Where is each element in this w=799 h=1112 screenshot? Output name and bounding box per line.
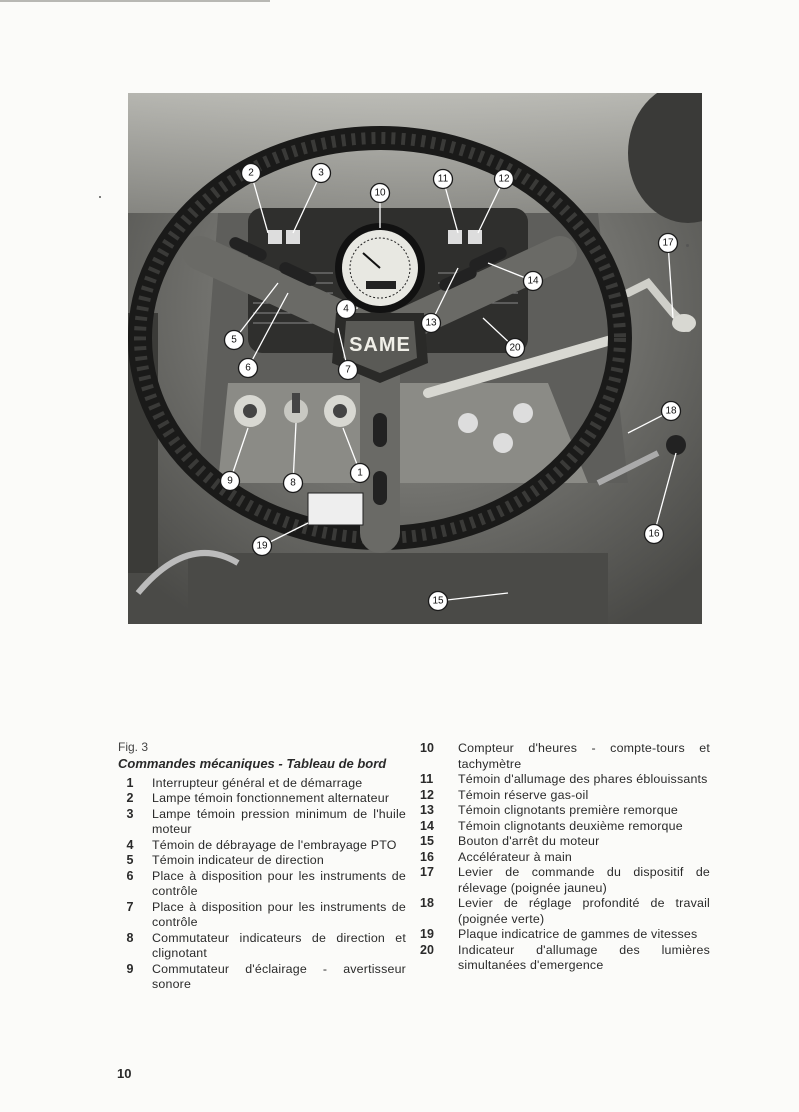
legend-item — [118, 807, 406, 838]
callout-17 — [659, 234, 678, 253]
legend-item-text: Interrupteur général et de démarrage — [152, 775, 363, 790]
figure-title: Commandes mécaniques - Tableau de bord — [118, 755, 387, 771]
legend-item-number: 17 — [420, 865, 434, 879]
legend-item-number: 3 — [126, 806, 134, 821]
callout-number: 16 — [648, 528, 660, 540]
legend-item-number: 13 — [420, 803, 434, 817]
callout-number: 9 — [227, 475, 233, 487]
legend-item — [118, 900, 406, 931]
legend-item-number: 12 — [420, 787, 434, 802]
legend-item — [420, 741, 710, 772]
legend-item-number: 11 — [420, 772, 434, 786]
callout-20 — [506, 339, 525, 358]
callout-19 — [253, 537, 272, 556]
dashboard-photo — [128, 93, 702, 624]
legend-item — [118, 962, 406, 993]
legend-item-number: 10 — [420, 741, 434, 755]
legend-item-text: Place à disposition pour les instruments de contrôle — [152, 899, 406, 929]
legend-item-text: Compteur d'heures - compte-tours et tachymètre — [458, 741, 710, 771]
legend-item-number: 2 — [126, 791, 134, 805]
legend-item — [118, 931, 406, 962]
legend-item-number: 20 — [420, 942, 434, 957]
legend-item-text: Témoin clignotants première remorque — [458, 803, 679, 817]
callout-6 — [239, 359, 258, 378]
print-speck — [686, 244, 689, 247]
dashboard-illustration — [128, 93, 702, 624]
figure-label: Fig. 3 — [118, 740, 149, 754]
legend-left-list — [118, 776, 406, 993]
callout-12 — [495, 170, 514, 189]
callout-5 — [225, 331, 244, 350]
legend-item-text: Lampe témoin pression minimum de l'huile moteur — [152, 806, 406, 836]
print-speck — [99, 196, 101, 198]
legend-item — [420, 865, 710, 896]
callout-3 — [312, 164, 331, 183]
callout-number: 4 — [343, 303, 349, 315]
legend-item-text: Témoin de débrayage de l'embrayage PTO — [152, 837, 397, 852]
callout-14 — [524, 272, 543, 291]
callout-number: 19 — [256, 540, 268, 552]
legend-item-text: Témoin réserve gas-oil — [458, 787, 589, 802]
callout-number: 11 — [437, 173, 449, 185]
top-edge-line — [0, 0, 270, 2]
callout-13 — [422, 314, 441, 333]
legend-item — [420, 772, 710, 788]
legend-item-text: Levier de commande du dispositif de rélevage (poignée jauneu) — [458, 865, 710, 895]
legend-item-number: 18 — [420, 896, 434, 910]
legend-item — [118, 776, 406, 792]
legend-right-list — [420, 741, 710, 974]
legend-item-number: 9 — [126, 961, 134, 976]
legend-item-text: Indicateur d'allumage des lumières simultanées d'emergence — [458, 942, 710, 972]
callout-4 — [337, 300, 356, 319]
legend-item-number: 4 — [126, 837, 134, 852]
legend-item-number: 7 — [126, 899, 134, 914]
callout-11 — [434, 170, 453, 189]
legend-item — [420, 850, 710, 866]
callout-number: 20 — [509, 342, 521, 354]
legend-item — [118, 853, 406, 869]
callout-8 — [284, 474, 303, 493]
legend-item-text: Témoin indicateur de direction — [152, 853, 324, 867]
callout-number: 6 — [245, 362, 251, 374]
legend-item-text: Lampe témoin fonctionnement alternateur — [152, 791, 390, 805]
legend-item — [420, 834, 710, 850]
legend-left-column — [118, 740, 406, 993]
legend-item-text: Place à disposition pour les instruments de contrôle — [152, 868, 406, 898]
callout-number: 5 — [231, 334, 237, 346]
legend-item-number: 19 — [420, 927, 434, 941]
callout-1 — [351, 464, 370, 483]
callout-number: 14 — [527, 275, 539, 287]
legend-item — [118, 869, 406, 900]
legend-item-text: Témoin d'allumage des phares éblouissants — [458, 772, 708, 786]
legend-right-column — [420, 741, 710, 974]
legend-item — [420, 896, 710, 927]
legend-item-number: 1 — [126, 775, 134, 790]
legend-item-number: 8 — [126, 930, 134, 945]
callout-number: 2 — [248, 167, 254, 179]
callout-10 — [371, 184, 390, 203]
callout-number: 15 — [432, 595, 444, 607]
callout-number: 10 — [374, 187, 386, 199]
callout-number: 8 — [290, 477, 296, 489]
legend-item-text: Commutateur indicateurs de direction et clignotant — [152, 930, 406, 960]
callout-18 — [662, 402, 681, 421]
legend-item-text: Accélérateur à main — [458, 849, 572, 864]
callout-number: 1 — [357, 467, 363, 479]
legend-item — [118, 838, 406, 854]
same-logo: SAME — [349, 334, 411, 356]
legend-item-number: 14 — [420, 818, 434, 833]
legend-item — [420, 788, 710, 804]
legend-item — [420, 927, 710, 943]
legend-item-text: Témoin clignotants deuxième remorque — [458, 818, 683, 833]
callout-number: 3 — [318, 167, 324, 179]
callout-number: 18 — [665, 405, 677, 417]
legend-item — [420, 943, 710, 974]
legend-item-number: 5 — [126, 853, 134, 867]
callout-number: 17 — [662, 237, 674, 249]
callout-number: 12 — [498, 173, 510, 185]
callout-number: 13 — [425, 317, 437, 329]
legend-item-text: Bouton d'arrêt du moteur — [458, 834, 600, 848]
callout-15 — [429, 592, 448, 611]
page-number: 10 — [117, 1066, 132, 1081]
legend-item-number: 6 — [126, 868, 134, 883]
legend-item-number: 15 — [420, 834, 434, 848]
legend-item-number: 16 — [420, 849, 434, 864]
callout-2 — [242, 164, 261, 183]
legend-item — [420, 819, 710, 835]
callout-7 — [339, 361, 358, 380]
legend-item-text: Commutateur d'éclairage - avertisseur sonore — [152, 961, 406, 991]
callout-number: 7 — [345, 364, 351, 376]
legend-item — [118, 791, 406, 807]
legend-item — [420, 803, 710, 819]
legend-item-text: Plaque indicatrice de gammes de vitesses — [458, 927, 698, 941]
callout-9 — [221, 472, 240, 491]
legend-item-text: Levier de réglage profondité de travail (poignée verte) — [458, 896, 710, 926]
callout-16 — [645, 525, 664, 544]
